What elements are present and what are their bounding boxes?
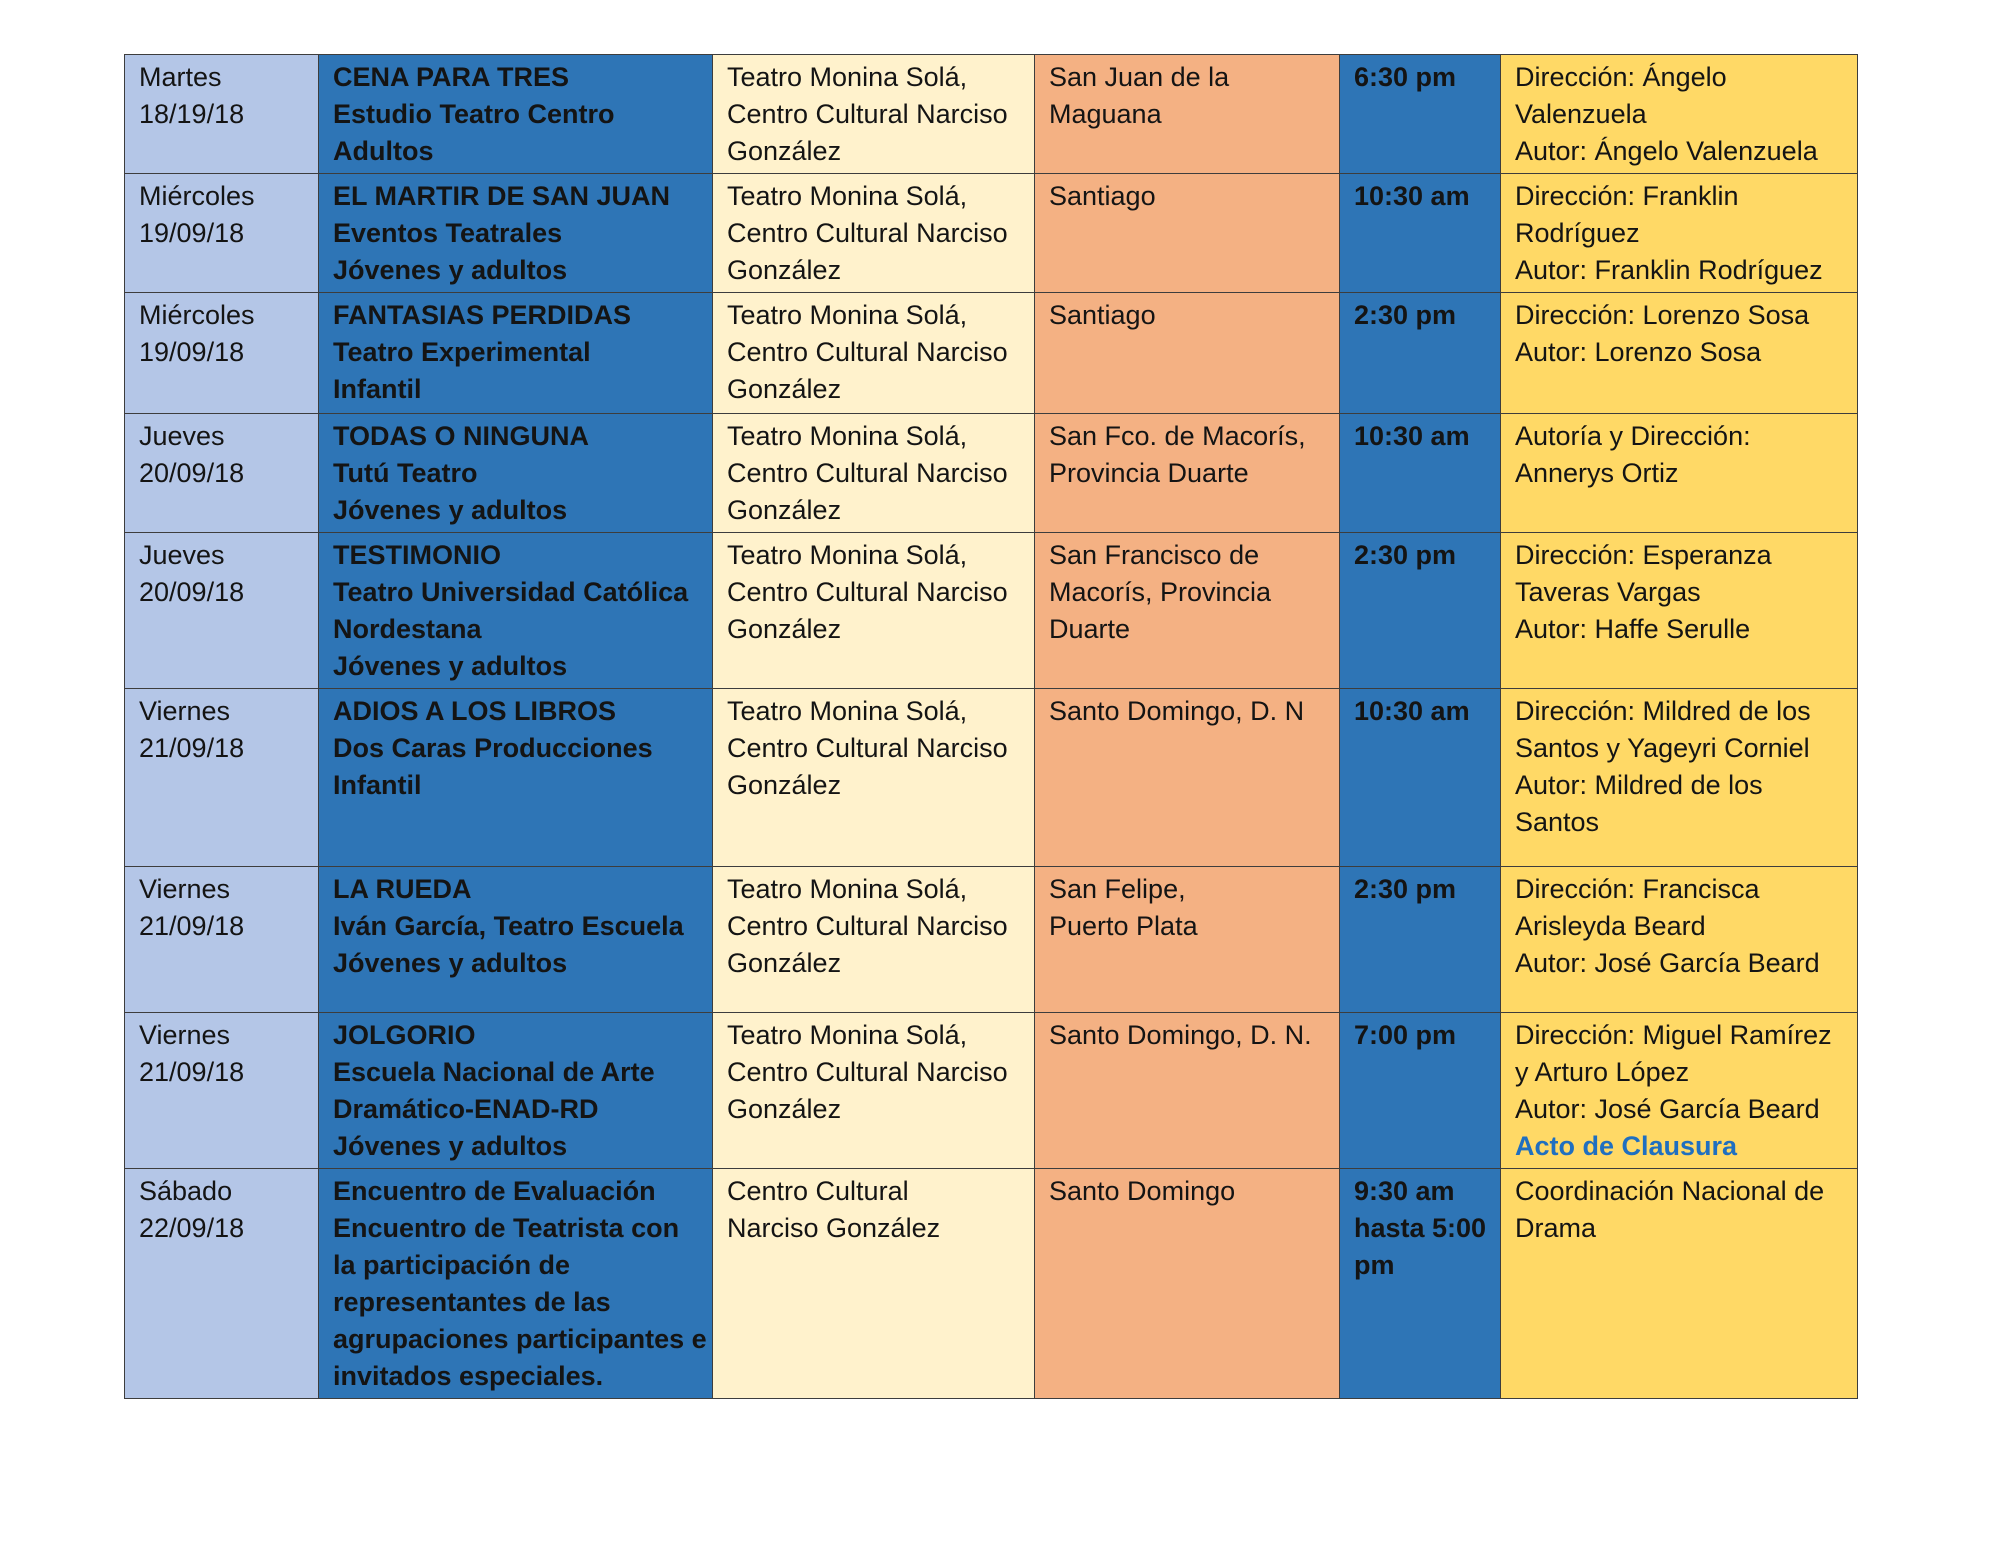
venue-cell: [713, 414, 1035, 533]
credits-cell-line: Autoría y Dirección:: [1515, 421, 1751, 451]
date-cell-line: 18/19/18: [139, 99, 245, 129]
title-cell-line: Eventos Teatrales: [333, 218, 563, 248]
title-cell: [319, 293, 713, 414]
title-cell: [319, 1013, 713, 1169]
time-cell-line: pm: [1354, 1250, 1395, 1280]
title-cell: [319, 55, 713, 174]
venue-cell: [713, 1013, 1035, 1169]
date-cell-line: 20/09/18: [139, 577, 245, 607]
credits-cell-line: Taveras Vargas: [1515, 577, 1701, 607]
credits-cell-line: Dirección: Esperanza: [1515, 540, 1772, 570]
credits-cell-line: Dirección: Francisca: [1515, 874, 1760, 904]
venue-cell-line: González: [727, 255, 842, 285]
time-cell: [1340, 1013, 1501, 1169]
venue-cell: [713, 689, 1035, 867]
time-cell-line: 10:30 am: [1354, 696, 1470, 726]
credits-cell-line: Autor: Lorenzo Sosa: [1515, 337, 1762, 367]
venue-cell-line: Centro Cultural Narciso: [727, 911, 1008, 941]
city-cell: [1035, 174, 1340, 293]
time-cell: [1340, 55, 1501, 174]
city-cell: [1035, 867, 1340, 1013]
venue-cell-line: González: [727, 136, 842, 166]
title-cell-line: invitados especiales.: [333, 1361, 604, 1391]
city-cell-line: Santiago: [1049, 300, 1156, 330]
time-cell-line: 10:30 am: [1354, 421, 1470, 451]
city-cell-line: San Francisco de: [1049, 540, 1260, 570]
city-cell-line: San Juan de la: [1049, 62, 1230, 92]
title-cell: [319, 689, 713, 867]
date-cell: [125, 1013, 319, 1169]
date-cell: [125, 414, 319, 533]
date-cell-line: Jueves: [139, 421, 225, 451]
title-cell-line: la participación de: [333, 1250, 571, 1280]
credits-cell-line: Arisleyda Beard: [1515, 911, 1706, 941]
credits-cell-line: y Arturo López: [1515, 1057, 1690, 1087]
venue-cell-line: González: [727, 495, 842, 525]
credits-cell: [1501, 1013, 1858, 1169]
time-cell-line: 9:30 am: [1354, 1176, 1455, 1206]
credits-cell: [1501, 1169, 1858, 1399]
date-cell-line: Viernes: [139, 1020, 231, 1050]
title-cell-line: Encuentro de Evaluación: [333, 1176, 656, 1206]
date-cell-line: 19/09/18: [139, 218, 245, 248]
city-cell-line: Puerto Plata: [1049, 911, 1198, 941]
city-cell-line: Duarte: [1049, 614, 1131, 644]
venue-cell: [713, 55, 1035, 174]
time-cell: [1340, 867, 1501, 1013]
title-cell-line: CENA PARA TRES: [333, 62, 570, 92]
credits-cell-line: Autor: José García Beard: [1515, 948, 1820, 978]
title-cell: [319, 414, 713, 533]
title-cell-line: Jóvenes y adultos: [333, 651, 568, 681]
title-cell-line: Encuentro de Teatrista con: [333, 1213, 680, 1243]
city-cell-line: Santo Domingo, D. N.: [1049, 1020, 1312, 1050]
title-cell-line: Dos Caras Producciones: [333, 733, 653, 763]
credits-cell-line: Annerys Ortiz: [1515, 458, 1679, 488]
title-cell-line: JOLGORIO: [333, 1020, 476, 1050]
date-cell: [125, 867, 319, 1013]
title-cell-line: Teatro Experimental: [333, 337, 591, 367]
date-cell-line: Viernes: [139, 696, 231, 726]
venue-cell: [713, 533, 1035, 689]
time-cell-line: hasta 5:00: [1354, 1213, 1487, 1243]
schedule-row: [125, 174, 1858, 293]
title-cell-line: FANTASIAS PERDIDAS: [333, 300, 632, 330]
venue-cell-line: Teatro Monina Solá,: [727, 874, 968, 904]
venue-cell-line: Centro Cultural Narciso: [727, 458, 1008, 488]
city-cell: [1035, 293, 1340, 414]
title-cell-line: Dramático-ENAD-RD: [333, 1094, 599, 1124]
credits-cell: [1501, 293, 1858, 414]
venue-cell-line: Teatro Monina Solá,: [727, 696, 968, 726]
credits-cell-line: Autor: José García Beard: [1515, 1094, 1820, 1124]
city-cell-line: Santo Domingo, D. N: [1049, 696, 1305, 726]
credits-cell-line: Dirección: Miguel Ramírez: [1515, 1020, 1832, 1050]
title-cell: [319, 533, 713, 689]
title-cell-line: Infantil: [333, 770, 422, 800]
city-cell: [1035, 1013, 1340, 1169]
venue-cell-line: Narciso González: [727, 1213, 941, 1243]
title-cell-line: Nordestana: [333, 614, 482, 644]
venue-cell-line: Centro Cultural: [727, 1176, 909, 1206]
title-cell-line: Infantil: [333, 374, 422, 404]
city-cell: [1035, 533, 1340, 689]
schedule-row: [125, 293, 1858, 414]
venue-cell-line: Teatro Monina Solá,: [727, 421, 968, 451]
title-cell-line: TODAS O NINGUNA: [333, 421, 590, 451]
venue-cell-line: Teatro Monina Solá,: [727, 62, 968, 92]
credits-cell: [1501, 174, 1858, 293]
city-cell: [1035, 55, 1340, 174]
date-cell: [125, 174, 319, 293]
venue-cell-line: Centro Cultural Narciso: [727, 99, 1008, 129]
date-cell: [125, 689, 319, 867]
schedule-row: [125, 414, 1858, 533]
title-cell-line: Jóvenes y adultos: [333, 495, 568, 525]
city-cell: [1035, 414, 1340, 533]
title-cell-line: Jóvenes y adultos: [333, 948, 568, 978]
city-cell-line: Santiago: [1049, 181, 1156, 211]
city-cell-line: San Fco. de Macorís,: [1049, 421, 1306, 451]
credits-cell-line: Dirección: Mildred de los: [1515, 696, 1811, 726]
venue-cell-line: Centro Cultural Narciso: [727, 1057, 1008, 1087]
schedule-body: [125, 55, 1858, 1399]
time-cell: [1340, 689, 1501, 867]
schedule-row: [125, 533, 1858, 689]
title-cell-line: EL MARTIR DE SAN JUAN: [333, 181, 671, 211]
venue-cell-line: Centro Cultural Narciso: [727, 577, 1008, 607]
title-cell-line: Tutú Teatro: [333, 458, 478, 488]
title-cell-line: Jóvenes y adultos: [333, 1131, 568, 1161]
closing-act-label: Acto de Clausura: [1515, 1131, 1738, 1161]
schedule-row: [125, 1169, 1858, 1399]
title-cell-line: Teatro Universidad Católica: [333, 577, 689, 607]
credits-cell: [1501, 533, 1858, 689]
venue-cell-line: González: [727, 374, 842, 404]
schedule-row: [125, 55, 1858, 174]
credits-cell: [1501, 55, 1858, 174]
city-cell-line: Provincia Duarte: [1049, 458, 1249, 488]
date-cell: [125, 533, 319, 689]
title-cell-line: Escuela Nacional de Arte: [333, 1057, 655, 1087]
credits-cell-line: Dirección: Ángelo: [1515, 62, 1727, 92]
venue-cell-line: Teatro Monina Solá,: [727, 300, 968, 330]
time-cell-line: 7:00 pm: [1354, 1020, 1457, 1050]
credits-cell-line: Santos y Yageyri Corniel: [1515, 733, 1810, 763]
title-cell-line: LA RUEDA: [333, 874, 472, 904]
credits-cell-line: Dirección: Franklin: [1515, 181, 1739, 211]
schedule-row: [125, 689, 1858, 867]
credits-cell: [1501, 867, 1858, 1013]
credits-cell-line: Autor: Ángelo Valenzuela: [1515, 136, 1818, 166]
venue-cell-line: Centro Cultural Narciso: [727, 337, 1008, 367]
time-cell: [1340, 174, 1501, 293]
date-cell: [125, 55, 319, 174]
title-cell-line: agrupaciones participantes e: [333, 1324, 707, 1354]
date-cell-line: 22/09/18: [139, 1213, 245, 1243]
venue-cell-line: Teatro Monina Solá,: [727, 181, 968, 211]
date-cell-line: 20/09/18: [139, 458, 245, 488]
title-cell-line: Iván García, Teatro Escuela: [333, 911, 684, 941]
credits-cell-line: Dirección: Lorenzo Sosa: [1515, 300, 1810, 330]
date-cell-line: Viernes: [139, 874, 231, 904]
title-cell-line: TESTIMONIO: [333, 540, 501, 570]
city-cell-line: San Felipe,: [1049, 874, 1186, 904]
city-cell-line: Maguana: [1049, 99, 1162, 129]
credits-cell: [1501, 414, 1858, 533]
date-cell: [125, 1169, 319, 1399]
date-cell: [125, 293, 319, 414]
schedule-row: [125, 867, 1858, 1013]
time-cell-line: 10:30 am: [1354, 181, 1470, 211]
date-cell-line: 21/09/18: [139, 733, 245, 763]
venue-cell: [713, 1169, 1035, 1399]
date-cell-line: Martes: [139, 62, 222, 92]
time-cell-line: 6:30 pm: [1354, 62, 1457, 92]
title-cell-line: Adultos: [333, 136, 434, 166]
date-cell-line: 21/09/18: [139, 911, 245, 941]
credits-cell-line: Santos: [1515, 807, 1600, 837]
time-cell-line: 2:30 pm: [1354, 540, 1457, 570]
date-cell-line: 19/09/18: [139, 337, 245, 367]
venue-cell: [713, 867, 1035, 1013]
venue-cell-line: Teatro Monina Solá,: [727, 1020, 968, 1050]
time-cell-line: 2:30 pm: [1354, 300, 1457, 330]
venue-cell-line: González: [727, 948, 842, 978]
city-cell-line: Santo Domingo: [1049, 1176, 1236, 1206]
time-cell: [1340, 533, 1501, 689]
credits-cell: [1501, 689, 1858, 867]
time-cell: [1340, 293, 1501, 414]
date-cell-line: Jueves: [139, 540, 225, 570]
title-cell-line: Jóvenes y adultos: [333, 255, 568, 285]
city-cell: [1035, 1169, 1340, 1399]
credits-cell-line: Valenzuela: [1515, 99, 1647, 129]
credits-cell-line: Autor: Franklin Rodríguez: [1515, 255, 1823, 285]
credits-cell-line: Autor: Mildred de los: [1515, 770, 1763, 800]
title-cell: [319, 1169, 713, 1399]
credits-cell-line: Autor: Haffe Serulle: [1515, 614, 1751, 644]
title-cell-line: Estudio Teatro Centro: [333, 99, 615, 129]
title-cell: [319, 174, 713, 293]
venue-cell: [713, 174, 1035, 293]
title-cell-line: representantes de las: [333, 1287, 611, 1317]
time-cell: [1340, 1169, 1501, 1399]
credits-cell-line: Rodríguez: [1515, 218, 1640, 248]
venue-cell-line: González: [727, 1094, 842, 1124]
venue-cell-line: González: [727, 614, 842, 644]
date-cell-line: Miércoles: [139, 300, 255, 330]
date-cell-line: Miércoles: [139, 181, 255, 211]
festival-schedule-table: [124, 54, 1858, 1399]
venue-cell-line: González: [727, 770, 842, 800]
date-cell-line: Sábado: [139, 1176, 233, 1206]
city-cell: [1035, 689, 1340, 867]
venue-cell-line: Centro Cultural Narciso: [727, 733, 1008, 763]
title-cell: [319, 867, 713, 1013]
credits-cell-line: Coordinación Nacional de: [1515, 1176, 1825, 1206]
time-cell-line: 2:30 pm: [1354, 874, 1457, 904]
schedule-row: [125, 1013, 1858, 1169]
city-cell-line: Macorís, Provincia: [1049, 577, 1272, 607]
venue-cell: [713, 293, 1035, 414]
date-cell-line: 21/09/18: [139, 1057, 245, 1087]
credits-cell-line: Drama: [1515, 1213, 1597, 1243]
venue-cell-line: Centro Cultural Narciso: [727, 218, 1008, 248]
venue-cell-line: Teatro Monina Solá,: [727, 540, 968, 570]
title-cell-line: ADIOS A LOS LIBROS: [333, 696, 617, 726]
time-cell: [1340, 414, 1501, 533]
